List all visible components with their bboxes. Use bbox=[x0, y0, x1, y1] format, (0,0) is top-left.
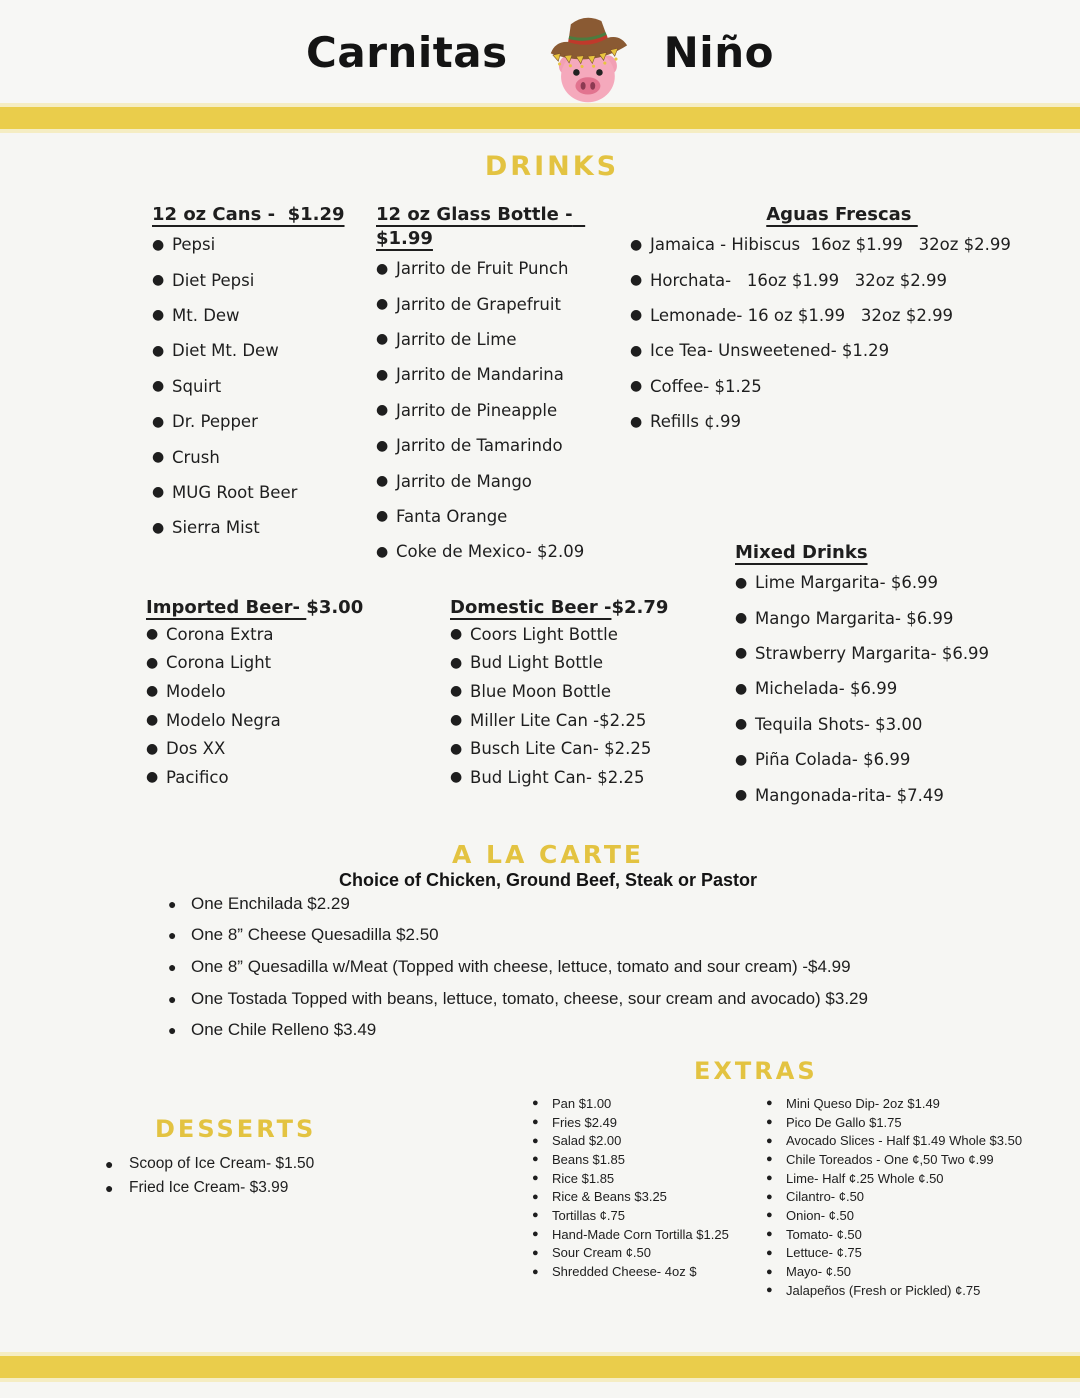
bullet-icon: ● bbox=[532, 1153, 539, 1166]
bullet-icon: ● bbox=[766, 1172, 773, 1185]
menu-item: ● Jarrito de Tamarindo bbox=[376, 436, 563, 456]
menu-item: ● Onion- ¢.50 bbox=[766, 1207, 854, 1223]
a-la-carte-list bbox=[168, 888, 968, 1046]
bullet-icon: ● bbox=[766, 1246, 773, 1259]
bullet-icon: ● bbox=[376, 260, 389, 277]
menu-item: ● Fries $2.49 bbox=[532, 1114, 618, 1130]
domestic-beer-title: Domestic Beer -$2.79 bbox=[450, 597, 669, 618]
menu-item: ● Lime- Half ¢.25 Whole ¢.50 bbox=[766, 1170, 944, 1186]
extras-right-list bbox=[766, 1094, 1066, 1300]
bullet-icon: ● bbox=[735, 610, 748, 627]
bullet-icon: ● bbox=[168, 895, 177, 912]
bullet-icon: ● bbox=[168, 1022, 177, 1039]
restaurant-name-left: Carnitas bbox=[306, 27, 508, 77]
menu-item: ● Shredded Cheese- 4oz $ bbox=[532, 1264, 697, 1280]
bullet-icon: ● bbox=[450, 626, 463, 643]
menu-item: ● Refills ¢.99 bbox=[630, 412, 742, 432]
menu-item: ● Lime Margarita- $6.99 bbox=[735, 573, 939, 593]
menu-item: ● Diet Mt. Dew bbox=[152, 341, 279, 361]
a-la-carte-section-heading: A LA CARTE bbox=[452, 840, 644, 869]
cans-column bbox=[152, 203, 382, 546]
bullet-icon: ● bbox=[146, 626, 159, 643]
menu-item: ● Michelada- $6.99 bbox=[735, 679, 898, 699]
menu-item: ● Tortillas ¢.75 bbox=[532, 1207, 625, 1223]
yellow-divider-bottom bbox=[0, 1352, 1080, 1382]
menu-item: ● Horchata- 16oz $1.99 32oz $2.99 bbox=[630, 270, 948, 290]
menu-item: ● Fried Ice Cream- $3.99 bbox=[105, 1179, 289, 1196]
menu-item: ● Mangonada-rita- $7.49 bbox=[735, 785, 944, 805]
bullet-icon: ● bbox=[146, 769, 159, 786]
bullet-icon: ● bbox=[152, 342, 165, 359]
bullet-icon: ● bbox=[532, 1172, 539, 1185]
mixed-drinks-list bbox=[735, 565, 1065, 813]
bullet-icon: ● bbox=[146, 654, 159, 671]
bullet-icon: ● bbox=[152, 236, 165, 253]
bullet-icon: ● bbox=[146, 712, 159, 729]
menu-item: ● Miller Lite Can -$2.25 bbox=[450, 710, 647, 730]
aguas-frescas-title: Aguas Frescas bbox=[766, 204, 918, 225]
domestic-beer-column bbox=[450, 596, 740, 792]
bullet-icon: ● bbox=[152, 307, 165, 324]
menu-item: ● Pepsi bbox=[152, 235, 216, 255]
menu-item: ● MUG Root Beer bbox=[152, 482, 298, 502]
cans-list bbox=[152, 227, 382, 546]
menu-item: ● Jarrito de Grapefruit bbox=[376, 294, 561, 314]
bullet-icon: ● bbox=[168, 958, 177, 975]
menu-item: ● One 8” Cheese Quesadilla $2.50 bbox=[168, 925, 439, 945]
bullet-icon: ● bbox=[766, 1209, 773, 1222]
glass-bottle-column bbox=[376, 203, 626, 570]
menu-item: ● One Chile Relleno $3.49 bbox=[168, 1020, 377, 1040]
menu-item: ● One 8” Quesadilla w/Meat (Topped with cheese, lettuce, tomato and sour cream) -$4.99 bbox=[168, 956, 851, 976]
menu-item: ● Bud Light Can- $2.25 bbox=[450, 767, 645, 787]
bullet-icon: ● bbox=[105, 1180, 114, 1196]
bullet-icon: ● bbox=[532, 1116, 539, 1129]
menu-item: ● Busch Lite Can- $2.25 bbox=[450, 739, 652, 759]
menu-item: ● Avocado Slices - Half $1.49 Whole $3.50 bbox=[766, 1133, 1023, 1149]
bullet-icon: ● bbox=[735, 716, 748, 733]
bullet-icon: ● bbox=[766, 1097, 773, 1110]
menu-item: ● Corona Light bbox=[146, 653, 272, 673]
menu-item: ● Jalapeños (Fresh or Pickled) ¢.75 bbox=[766, 1282, 981, 1298]
bullet-icon: ● bbox=[766, 1134, 773, 1147]
imported-beer-column bbox=[146, 596, 436, 792]
bullet-icon: ● bbox=[376, 473, 389, 490]
mixed-drinks-title: Mixed Drinks bbox=[735, 542, 868, 563]
extras-section-heading: EXTRAS bbox=[694, 1057, 818, 1085]
menu-item: ● Hand-Made Corn Tortilla $1.25 bbox=[532, 1226, 729, 1242]
header bbox=[0, 0, 1080, 104]
restaurant-name-right: Niño bbox=[663, 27, 774, 77]
menu-item: ● Squirt bbox=[152, 376, 222, 396]
bullet-icon: ● bbox=[735, 787, 748, 804]
menu-item: ● Beans $1.85 bbox=[532, 1151, 626, 1167]
menu-item: ● Corona Extra bbox=[146, 624, 274, 644]
menu-item: ● Mini Queso Dip- 2oz $1.49 bbox=[766, 1095, 940, 1111]
menu-item: ● Sierra Mist bbox=[152, 518, 260, 538]
imported-beer-price: $3.00 bbox=[306, 597, 364, 618]
menu-item: ● Mayo- ¢.50 bbox=[766, 1264, 852, 1280]
imported-beer-list bbox=[146, 620, 436, 792]
bullet-icon: ● bbox=[532, 1209, 539, 1222]
bullet-icon: ● bbox=[168, 927, 177, 944]
bullet-icon: ● bbox=[376, 366, 389, 383]
menu-item: ● Jamaica - Hibiscus 16oz $1.99 32oz $2.99 bbox=[630, 235, 1011, 255]
menu-item: ● Rice & Beans $3.25 bbox=[532, 1189, 667, 1205]
menu-item: ● Lemonade- 16 oz $1.99 32oz $2.99 bbox=[630, 305, 954, 325]
bullet-icon: ● bbox=[630, 378, 643, 395]
menu-item: ● Coke de Mexico- $2.09 bbox=[376, 542, 585, 562]
menu-item: ● Salad $2.00 bbox=[532, 1133, 622, 1149]
bullet-icon: ● bbox=[766, 1228, 773, 1241]
mixed-drinks-column bbox=[735, 541, 1065, 813]
menu-item: ● Bud Light Bottle bbox=[450, 653, 604, 673]
menu-item: ● Cilantro- ¢.50 bbox=[766, 1189, 865, 1205]
glass-bottle-title: 12 oz Glass Bottle - $1.99 bbox=[376, 204, 586, 249]
bullet-icon: ● bbox=[146, 740, 159, 757]
bullet-icon: ● bbox=[450, 712, 463, 729]
menu-item: ● Sour Cream ¢.50 bbox=[532, 1245, 651, 1261]
yellow-divider-top bbox=[0, 103, 1080, 133]
menu-item: ● Jarrito de Mango bbox=[376, 471, 532, 491]
bullet-icon: ● bbox=[450, 654, 463, 671]
menu-item: ● Jarrito de Lime bbox=[376, 329, 517, 349]
cans-title: 12 oz Cans - $1.29 bbox=[152, 204, 345, 225]
bullet-icon: ● bbox=[532, 1228, 539, 1241]
menu-item: ● Ice Tea- Unsweetened- $1.29 bbox=[630, 341, 890, 361]
drinks-section-heading: DRINKS bbox=[484, 151, 620, 182]
extras-right-column bbox=[766, 1094, 1066, 1300]
bullet-icon: ● bbox=[630, 307, 643, 324]
extras-left-column bbox=[532, 1094, 762, 1281]
bullet-icon: ● bbox=[766, 1284, 773, 1297]
bullet-icon: ● bbox=[146, 683, 159, 700]
bullet-icon: ● bbox=[376, 508, 389, 525]
a-la-carte-subtitle: Choice of Chicken, Ground Beef, Steak or Pastor bbox=[338, 870, 758, 890]
bullet-icon: ● bbox=[630, 272, 643, 289]
bullet-icon: ● bbox=[450, 683, 463, 700]
menu-item: ● Scoop of Ice Cream- $1.50 bbox=[105, 1155, 315, 1172]
glass-bottle-list bbox=[376, 251, 626, 570]
bullet-icon: ● bbox=[532, 1246, 539, 1259]
menu-item: ● Modelo Negra bbox=[146, 710, 281, 730]
domestic-beer-price: $2.79 bbox=[611, 597, 669, 618]
extras-left-list bbox=[532, 1094, 762, 1281]
bullet-icon: ● bbox=[152, 519, 165, 536]
menu-item: ● Dr. Pepper bbox=[152, 412, 258, 432]
a-la-carte-column bbox=[168, 888, 968, 1046]
menu-item: ● Diet Pepsi bbox=[152, 270, 255, 290]
menu-item: ● Dos XX bbox=[146, 739, 226, 759]
bullet-icon: ● bbox=[630, 236, 643, 253]
menu-item: ● One Tostada Topped with beans, lettuce, tomato, cheese, sour cream and avocado) $3.29 bbox=[168, 988, 868, 1008]
desserts-list bbox=[105, 1152, 435, 1200]
pig-sombrero-logo-icon bbox=[538, 11, 634, 107]
bullet-icon: ● bbox=[376, 402, 389, 419]
menu-item: ● Lettuce- ¢.75 bbox=[766, 1245, 862, 1261]
bullet-icon: ● bbox=[152, 484, 165, 501]
menu-item: ● Tomato- ¢.50 bbox=[766, 1226, 862, 1242]
menu-item: ● Mt. Dew bbox=[152, 305, 240, 325]
bullet-icon: ● bbox=[532, 1134, 539, 1147]
bullet-icon: ● bbox=[735, 680, 748, 697]
bullet-icon: ● bbox=[735, 645, 748, 662]
menu-item: ● Jarrito de Pineapple bbox=[376, 400, 558, 420]
aguas-frescas-list bbox=[630, 227, 1054, 439]
bullet-icon: ● bbox=[735, 574, 748, 591]
bullet-icon: ● bbox=[152, 413, 165, 430]
menu-item: ● Coffee- $1.25 bbox=[630, 376, 762, 396]
bullet-icon: ● bbox=[152, 272, 165, 289]
bullet-icon: ● bbox=[766, 1190, 773, 1203]
menu-item: ● Strawberry Margarita- $6.99 bbox=[735, 643, 990, 663]
menu-item: ● Jarrito de Fruit Punch bbox=[376, 259, 569, 279]
bullet-icon: ● bbox=[105, 1156, 114, 1172]
bullet-icon: ● bbox=[376, 331, 389, 348]
menu-item: ● Pico De Gallo $1.75 bbox=[766, 1114, 902, 1130]
menu-item: ● Tequila Shots- $3.00 bbox=[735, 714, 923, 734]
menu-item: ● Pan $1.00 bbox=[532, 1095, 612, 1111]
bullet-icon: ● bbox=[630, 342, 643, 359]
menu-item: ● Blue Moon Bottle bbox=[450, 681, 611, 701]
domestic-beer-list bbox=[450, 620, 740, 792]
menu-item: ● Piña Colada- $6.99 bbox=[735, 750, 911, 770]
menu-item: ● Rice $1.85 bbox=[532, 1170, 615, 1186]
bullet-icon: ● bbox=[630, 413, 643, 430]
bullet-icon: ● bbox=[152, 378, 165, 395]
bullet-icon: ● bbox=[168, 990, 177, 1007]
menu-item: ● Chile Toreados - One ¢,50 Two ¢.99 bbox=[766, 1151, 994, 1167]
desserts-section-heading: DESSERTS bbox=[155, 1115, 317, 1143]
bullet-icon: ● bbox=[532, 1190, 539, 1203]
menu-item: ● Jarrito de Mandarina bbox=[376, 365, 564, 385]
bullet-icon: ● bbox=[450, 740, 463, 757]
bullet-icon: ● bbox=[376, 437, 389, 454]
menu-item: ● Modelo bbox=[146, 681, 226, 701]
bullet-icon: ● bbox=[376, 543, 389, 560]
menu-item: ● Fanta Orange bbox=[376, 506, 508, 526]
bullet-icon: ● bbox=[152, 449, 165, 466]
bullet-icon: ● bbox=[766, 1116, 773, 1129]
menu-item: ● Mango Margarita- $6.99 bbox=[735, 608, 954, 628]
bullet-icon: ● bbox=[766, 1153, 773, 1166]
bullet-icon: ● bbox=[766, 1265, 773, 1278]
bullet-icon: ● bbox=[376, 296, 389, 313]
bullet-icon: ● bbox=[735, 751, 748, 768]
menu-item: ● One Enchilada $2.29 bbox=[168, 893, 350, 913]
imported-beer-title: Imported Beer- $3.00 bbox=[146, 597, 364, 618]
desserts-column bbox=[105, 1152, 435, 1200]
aguas-frescas-column bbox=[630, 203, 1054, 439]
bullet-icon: ● bbox=[532, 1265, 539, 1278]
menu-item: ● Pacifico bbox=[146, 767, 229, 787]
bullet-icon: ● bbox=[532, 1097, 539, 1110]
menu-item: ● Crush bbox=[152, 447, 220, 467]
bullet-icon: ● bbox=[450, 769, 463, 786]
menu-item: ● Coors Light Bottle bbox=[450, 624, 618, 644]
